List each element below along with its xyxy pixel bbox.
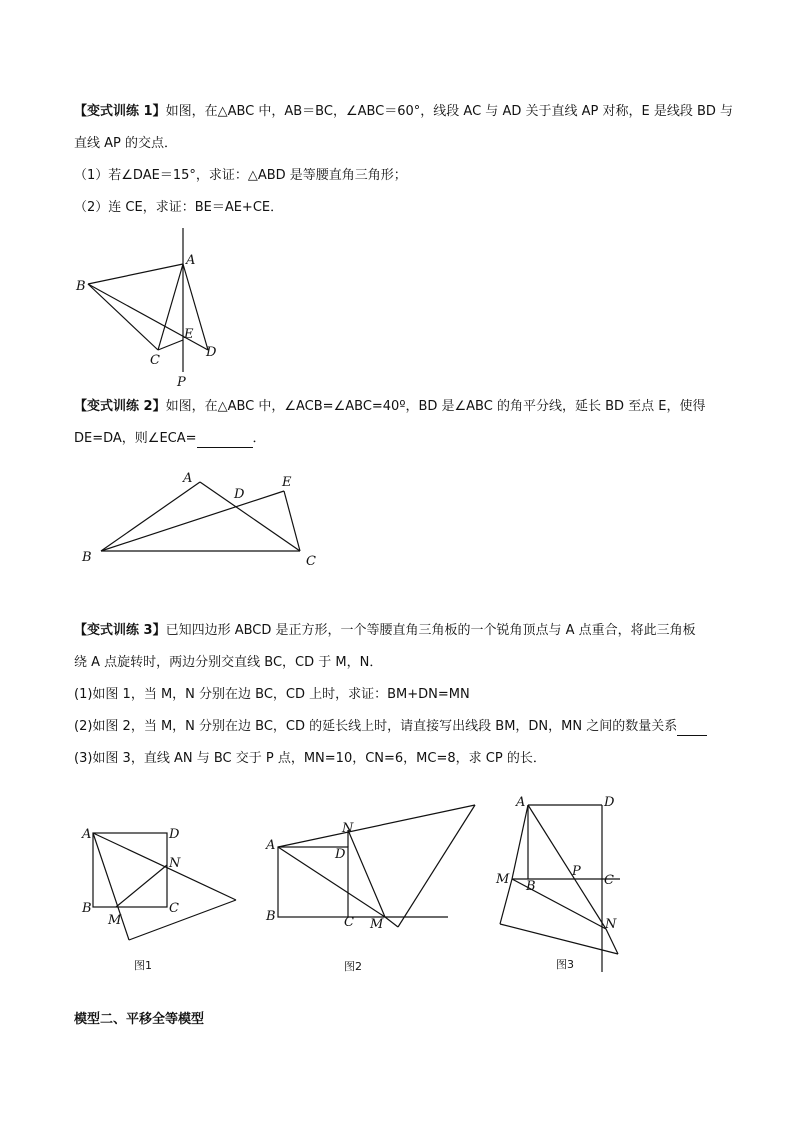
figure-1-caption: 图1 xyxy=(134,959,152,972)
problem-2-text-1: 如图，在△ABC 中，∠ACB=∠ABC=40º，BD 是∠ABC 的角平分线，延长 BD 至点 E，使得 xyxy=(165,399,706,414)
point-label-b: B xyxy=(526,879,536,894)
point-label-d: D xyxy=(234,487,245,502)
segment-ce xyxy=(158,340,183,350)
point-label-c: C xyxy=(344,915,354,930)
problem-3-figure-3 xyxy=(490,792,630,974)
answer-blank[interactable] xyxy=(677,721,707,736)
triangle-edge-an xyxy=(278,805,475,847)
problem-3-line-1 xyxy=(74,622,696,640)
problem-2-label: 【变式训练 2】 xyxy=(74,399,166,414)
point-label-b: B xyxy=(82,550,92,565)
problem-3-label: 【变式训练 3】 xyxy=(74,623,166,638)
triangle-edge-tip xyxy=(385,917,398,927)
problem-1-line-1 xyxy=(74,103,733,121)
problem-1-line-2: 直线 AP 的交点． xyxy=(74,136,177,151)
point-label-n: N xyxy=(342,821,354,836)
problem-2-figure xyxy=(76,466,326,576)
point-label-m: M xyxy=(108,913,122,928)
triangle-edge-third xyxy=(129,900,236,940)
problem-3-line-2: 绕 A 点旋转时，两边分别交直线 BC，CD 于 M，N． xyxy=(74,655,383,670)
point-label-a: A xyxy=(82,827,92,842)
problem-1-figure xyxy=(70,222,230,392)
point-label-d: D xyxy=(604,795,615,810)
problem-1-text-1: 如图，在△ABC 中，AB＝BC，∠ABC＝60°，线段 AC 与 AD 关于直线 AP 对称，E 是线段 BD 与 xyxy=(165,104,734,119)
problem-3-question-3: (3)如图 3，直线 AN 与 BC 交于 P 点，MN=10，CN=6，MC=8，求 CP 的长． xyxy=(74,751,546,766)
problem-2-text-2: DE=DA，则∠ECA= xyxy=(74,431,197,446)
problem-1-question-1: （1）若∠DAE＝15°，求证：△ABD 是等腰直角三角形； xyxy=(74,168,407,183)
answer-blank[interactable] xyxy=(197,433,253,448)
point-label-c: C xyxy=(150,353,160,368)
segment-ab xyxy=(101,482,200,551)
problem-1-question-2: （2）连 CE，求证：BE＝AE+CE． xyxy=(74,200,284,215)
point-label-m: M xyxy=(370,917,384,932)
problem-2-text-3: ． xyxy=(252,431,266,446)
triangle-edge-third xyxy=(398,805,475,927)
point-label-c: C xyxy=(604,873,614,888)
segment-ac xyxy=(158,264,183,350)
point-label-n: N xyxy=(605,917,617,932)
problem-3-question-2-text: (2)如图 2，当 M，N 分别在边 BC，CD 的延长线上时，请直接写出线段 BM，DN，MN 之间的数量关系 xyxy=(74,719,678,734)
problem-3-question-1: (1)如图 1，当 M，N 分别在边 BC，CD 上时，求证：BM+DN=MN xyxy=(74,687,470,702)
point-label-p: P xyxy=(572,864,581,879)
point-label-c: C xyxy=(169,901,179,916)
point-label-a: A xyxy=(266,838,276,853)
triangle-edge-tip xyxy=(606,929,618,954)
point-label-e: E xyxy=(282,475,292,490)
problem-3-question-2 xyxy=(74,718,707,736)
point-label-d: D xyxy=(169,827,180,842)
line-an xyxy=(528,805,606,929)
point-label-a: A xyxy=(516,795,526,810)
triangle-edge-am xyxy=(512,805,528,879)
point-label-e: E xyxy=(184,327,194,342)
problem-2-line-2 xyxy=(74,430,266,448)
point-label-b: B xyxy=(266,909,276,924)
triangle-edge-bottom xyxy=(500,924,618,954)
point-label-b: B xyxy=(76,279,86,294)
point-label-a: A xyxy=(186,253,196,268)
problem-1-label: 【变式训练 1】 xyxy=(74,104,166,119)
point-label-d: D xyxy=(335,847,346,862)
problem-2-line-1 xyxy=(74,398,706,416)
point-label-b: B xyxy=(82,901,92,916)
figure-2-caption: 图2 xyxy=(344,960,362,973)
point-label-m: M xyxy=(496,872,510,887)
point-label-a: A xyxy=(183,471,193,486)
point-label-d: D xyxy=(206,345,217,360)
segment-ac xyxy=(200,482,300,551)
segment-ab xyxy=(88,264,183,284)
problem-3-figure-2 xyxy=(262,800,482,975)
segment-mn xyxy=(116,865,167,907)
problem-3-figure-1 xyxy=(76,820,246,975)
triangle-edge-am xyxy=(278,847,385,917)
section-title: 模型二、平移全等模型 xyxy=(74,1012,205,1027)
problem-3-text-1: 已知四边形 ABCD 是正方形，一个等腰直角三角板的一个锐角顶点与 A 点重合，将此三角板 xyxy=(165,623,696,638)
point-label-p: P xyxy=(177,375,186,390)
point-label-n: N xyxy=(169,856,181,871)
point-label-c: C xyxy=(306,554,316,569)
segment-mn xyxy=(348,830,385,917)
figure-3-caption: 图3 xyxy=(556,958,574,971)
